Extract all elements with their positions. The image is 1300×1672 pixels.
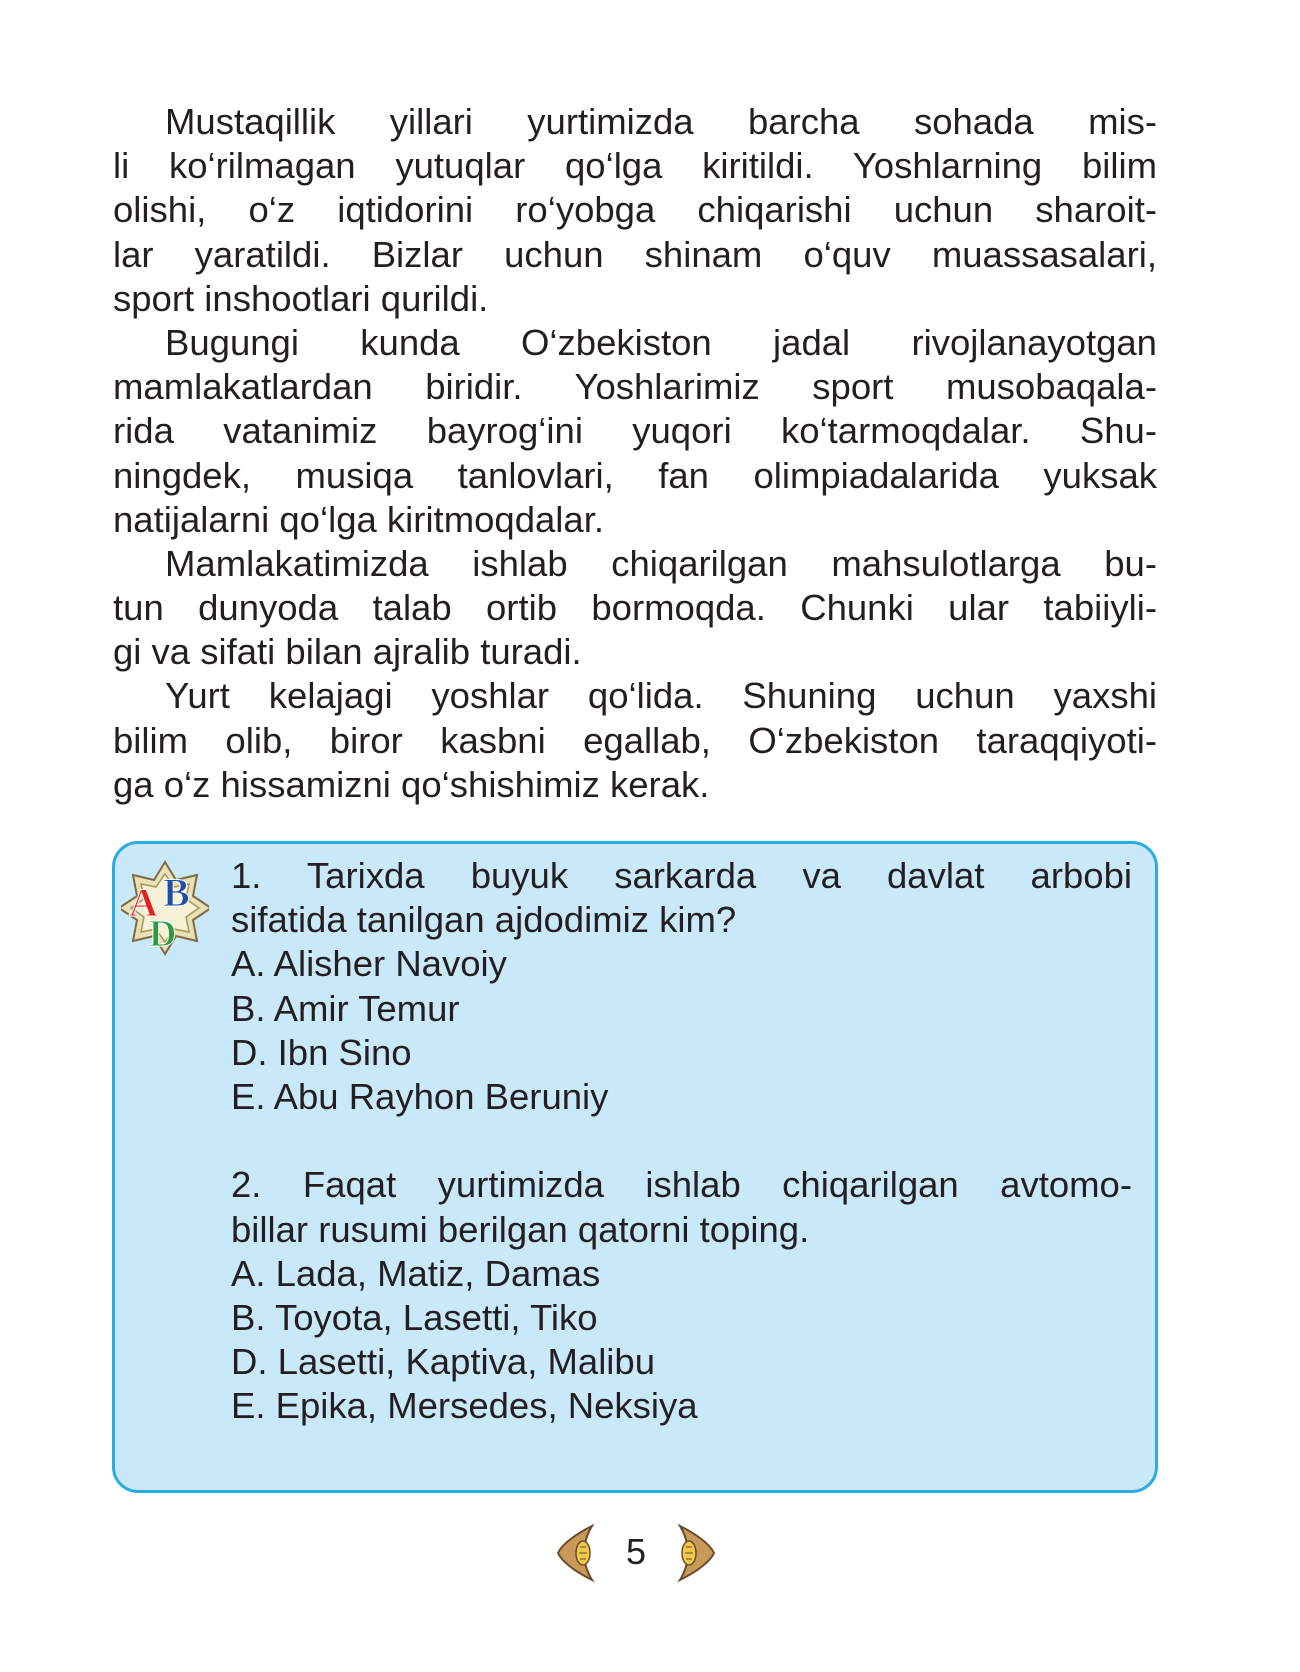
paragraph-3 — [113, 542, 1157, 675]
icon-letter-a: A — [129, 880, 158, 925]
text-line: natijalarni qo‘lga kiritmoqdalar. — [113, 498, 604, 540]
text-line: ningdek, musiqa tanlovlari, fan olimpiadalarida yuksak — [113, 454, 1157, 496]
answer-option: D. Lasetti, Kaptiva, Malibu — [231, 1341, 656, 1383]
answer-option: B. Amir Temur — [231, 987, 460, 1029]
text-line: li ko‘rilmagan yutuqlar qo‘lga kiritildi. Yoshlarning bilim — [113, 145, 1157, 187]
text-line: mamlakatlardan biridir. Yoshlarimiz sport musobaqala- — [113, 366, 1157, 408]
answer-option: A. Lada, Matiz, Damas — [231, 1252, 601, 1294]
text-line: Mustaqillik yillari yurtimizda barcha sohada mis- — [165, 101, 1157, 142]
text-line: gi va sifati bilan ajralib turadi. — [113, 631, 582, 673]
icon-letter-b: B — [163, 870, 190, 915]
answer-option: A. Alisher Navoiy — [231, 943, 507, 985]
question-2 — [231, 1163, 1132, 1428]
answer-option: E. Epika, Mersedes, Neksiya — [231, 1385, 698, 1427]
text-line: lar yaratildi. Bizlar uchun shinam o‘quv muassasalari, — [113, 233, 1157, 275]
quiz-content — [231, 854, 1132, 1428]
question-text: 1. Tarixda buyuk sarkarda va davlat arbobi — [231, 855, 1132, 896]
answer-option: B. Toyota, Lasetti, Tiko — [231, 1296, 598, 1338]
answer-option: D. Ibn Sino — [231, 1031, 412, 1073]
page-footer — [556, 1522, 716, 1584]
spacer — [231, 1119, 1132, 1163]
question-text: billar rusumi berilgan qatorni toping. — [231, 1208, 810, 1250]
main-text — [113, 100, 1157, 807]
text-line: Yurt kelajagi yoshlar qo‘lida. Shuning uchun yaxshi — [165, 675, 1157, 717]
text-line: Bugungi kunda O‘zbekiston jadal rivojlanayotgan — [165, 321, 1157, 363]
icon-letter-d: D — [149, 913, 177, 955]
paragraph-4 — [113, 674, 1157, 807]
question-text: 2. Faqat yurtimizda ishlab chiqarilgan avtomo- — [231, 1164, 1132, 1206]
question-1 — [231, 854, 1132, 1119]
abd-quiz-icon — [121, 858, 209, 958]
text-line: tun dunyoda talab ortib bormoqda. Chunki ular tabiiyli- — [113, 587, 1157, 629]
question-text: sifatida tanilgan ajdodimiz kim? — [231, 899, 737, 941]
text-line: olishi, o‘z iqtidorini ro‘yobga chiqarishi uchun sharoit- — [113, 189, 1157, 231]
text-line: rida vatanimiz bayrog‘ini yuqori ko‘tarmoqdalar. Shu- — [113, 410, 1157, 452]
text-line: ga o‘z hissamizni qo‘shishimiz kerak. — [113, 763, 710, 805]
page-number: 5 — [625, 1531, 647, 1572]
text-line: Mamlakatimizda ishlab chiqarilgan mahsulotlarga bu- — [165, 542, 1157, 584]
text-line: bilim olib, biror kasbni egallab, O‘zbekiston taraqqiyoti- — [113, 719, 1157, 761]
answer-option: E. Abu Rayhon Beruniy — [231, 1075, 609, 1117]
text-line: sport inshootlari qurildi. — [113, 277, 489, 319]
paragraph-2 — [113, 321, 1157, 542]
paragraph-1 — [113, 100, 1157, 321]
